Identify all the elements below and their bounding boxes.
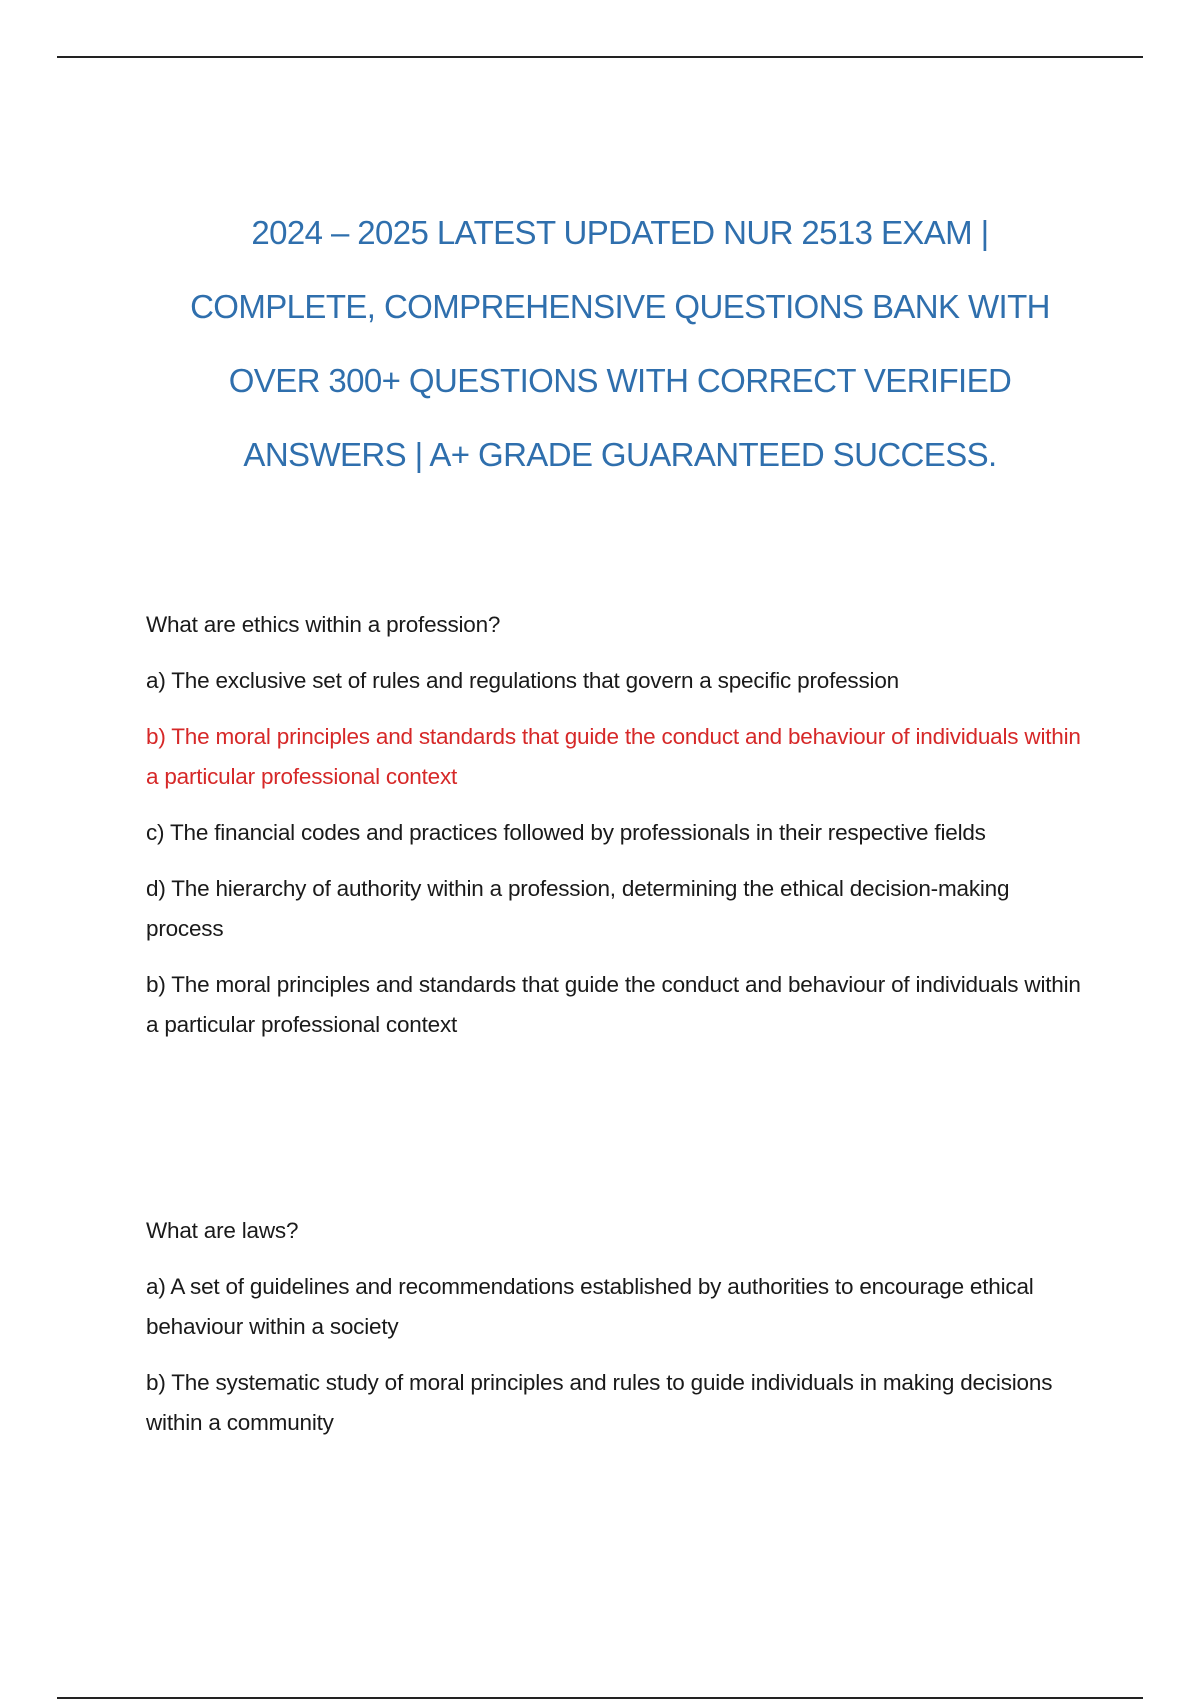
document-title <box>140 196 1100 492</box>
header-rule <box>57 56 1143 58</box>
option-b: b) The systematic study of moral principles and rules to guide individuals in making decisions within a community <box>146 1370 1053 1435</box>
option-b-correct: b) The moral principles and standards that guide the conduct and behaviour of individuals within a particular professional context <box>146 724 1081 789</box>
option-a: a) A set of guidelines and recommendations established by authorities to encourage ethical behaviour within a society <box>146 1274 1034 1339</box>
title-line: OVER 300+ QUESTIONS WITH CORRECT VERIFIED <box>228 362 1012 399</box>
question-text: What are laws? <box>146 1218 299 1243</box>
question-block-2 <box>146 1211 1086 1459</box>
question-text: What are ethics within a profession? <box>146 612 501 637</box>
option-d: d) The hierarchy of authority within a profession, determining the ethical decision-making process <box>146 876 1010 941</box>
title-line: COMPLETE, COMPREHENSIVE QUESTIONS BANK WITH <box>190 288 1050 325</box>
option-c: c) The financial codes and practices followed by professionals in their respective fields <box>146 820 986 845</box>
title-line: 2024 – 2025 LATEST UPDATED NUR 2513 EXAM | <box>251 214 989 251</box>
title-line: ANSWERS | A+ GRADE GUARANTEED SUCCESS. <box>243 436 997 473</box>
question-block-1 <box>146 605 1086 1061</box>
footer-rule <box>57 1697 1143 1699</box>
option-a: a) The exclusive set of rules and regulations that govern a specific profession <box>146 668 899 693</box>
answer-text: b) The moral principles and standards that guide the conduct and behaviour of individuals within a particular professional context <box>146 972 1081 1037</box>
